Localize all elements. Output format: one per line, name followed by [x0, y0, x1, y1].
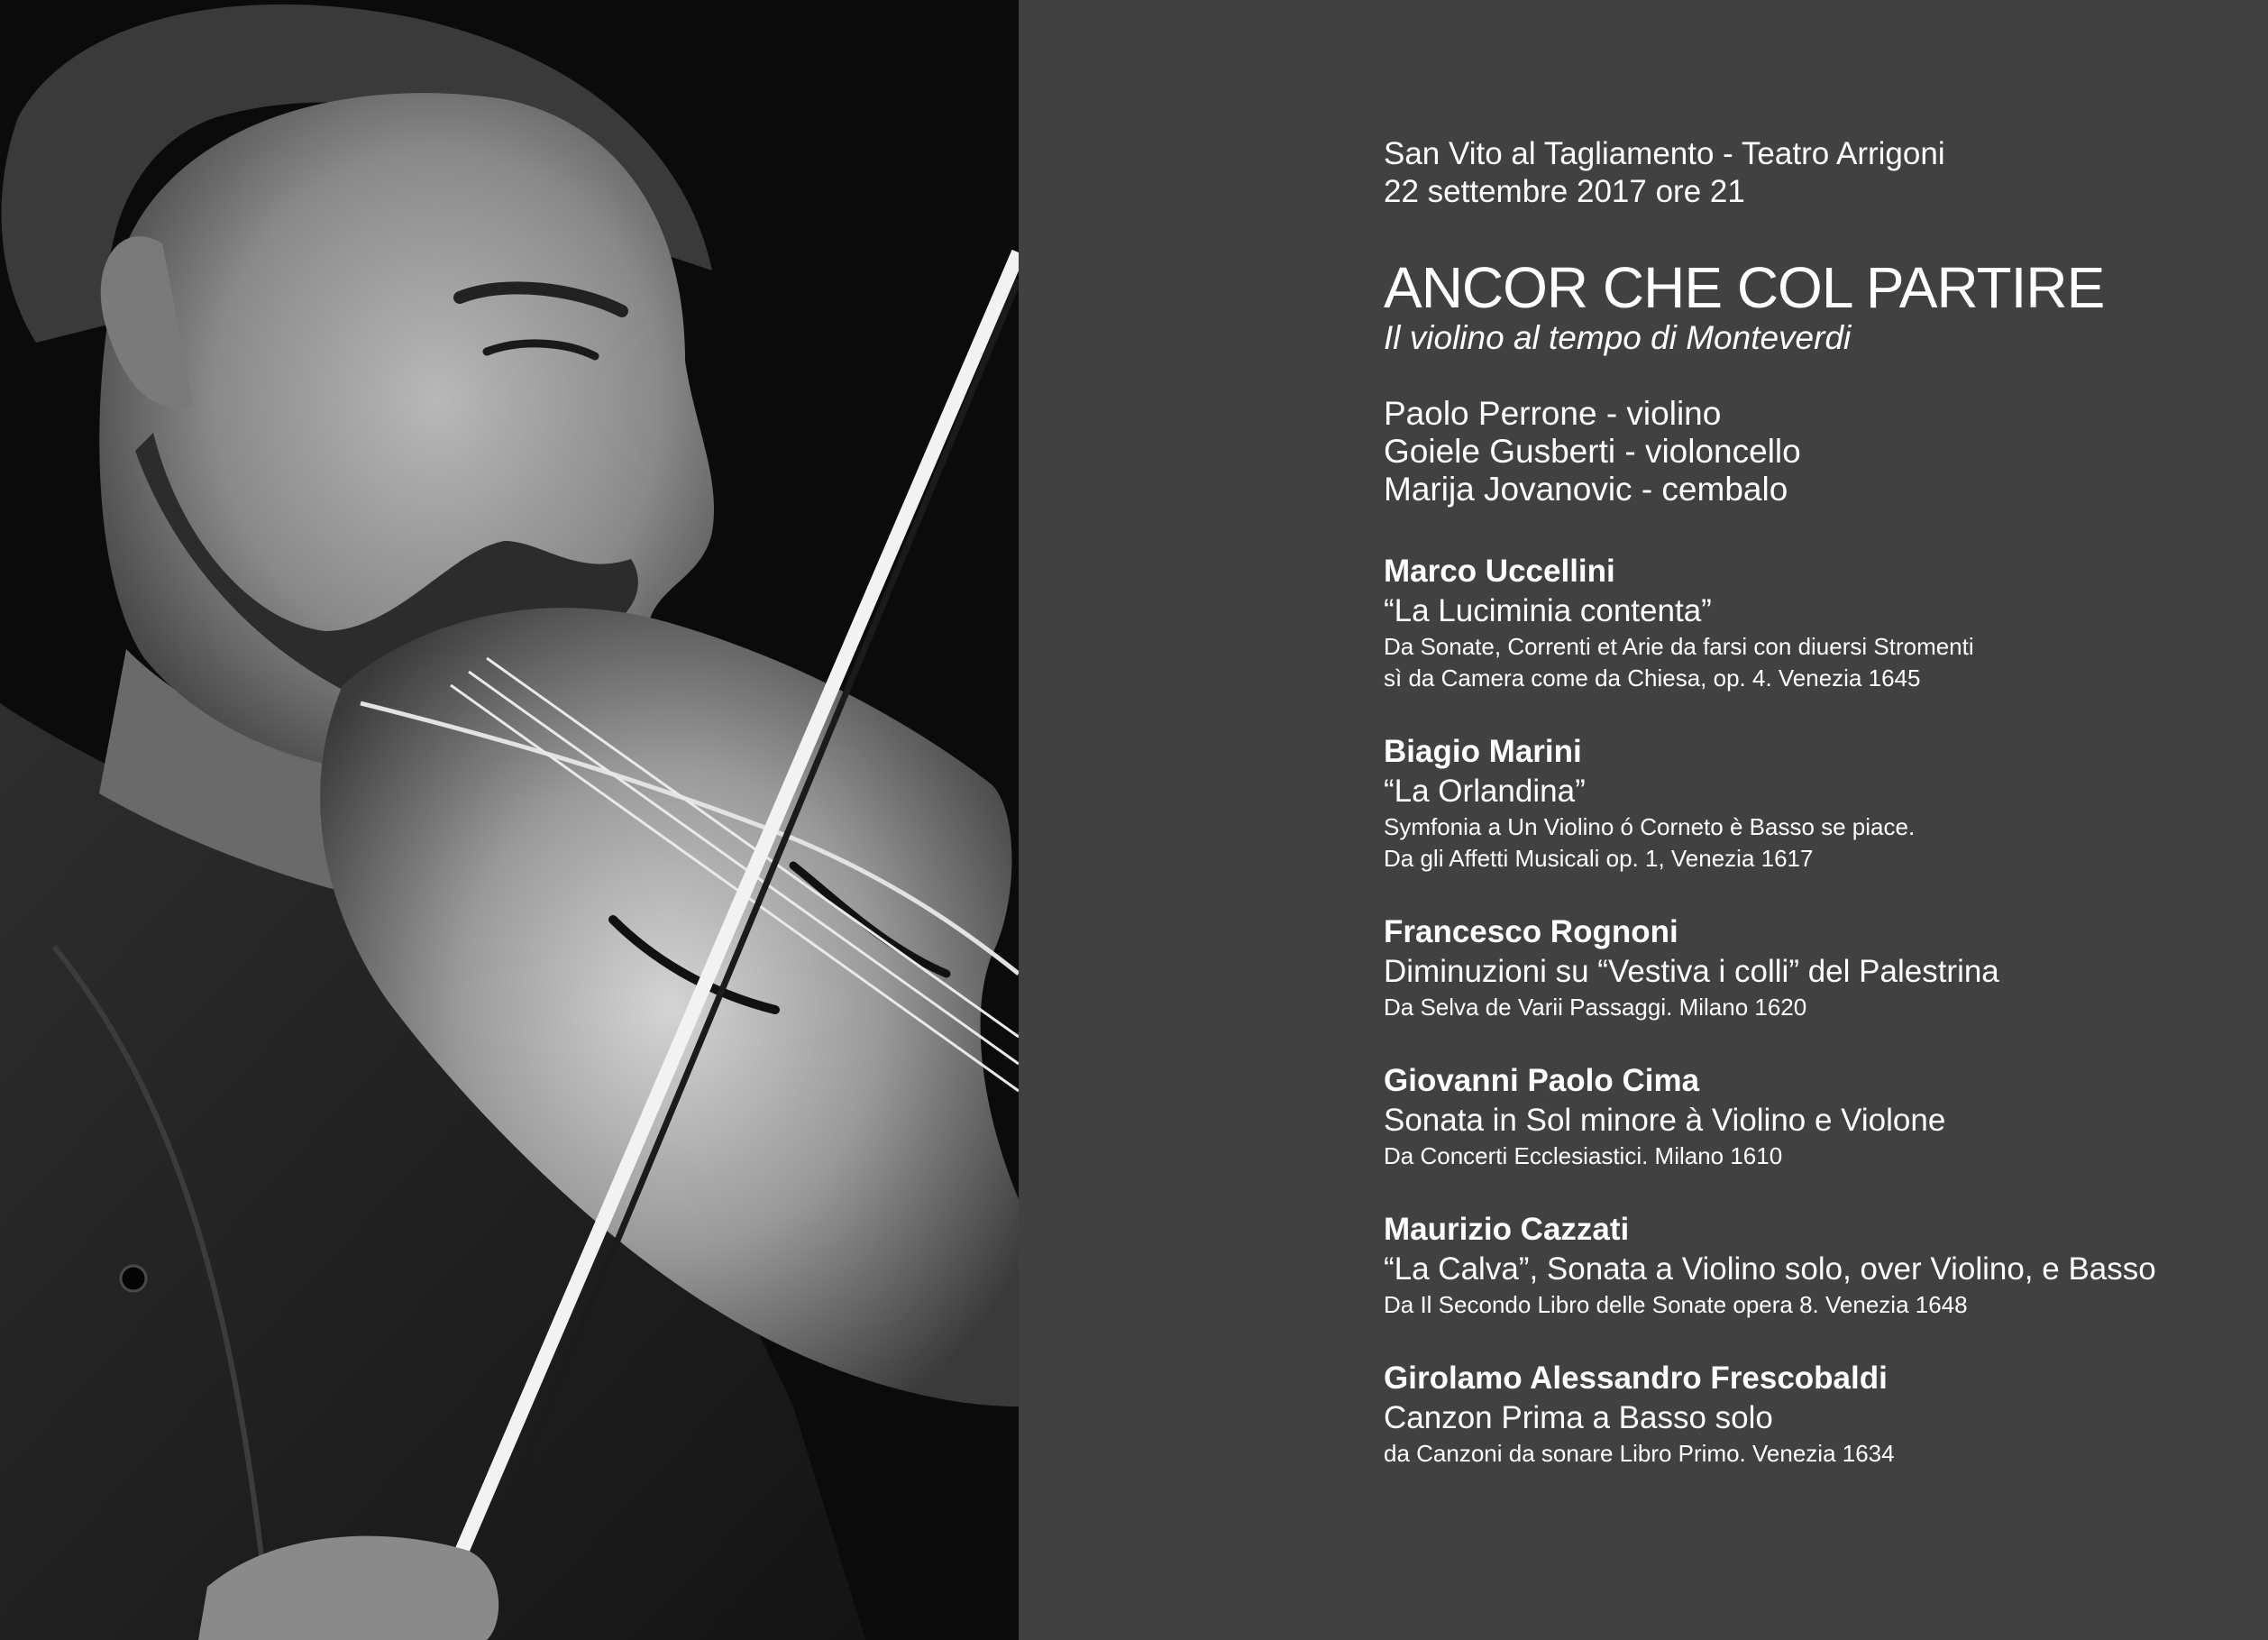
performer: Marija Jovanovic - cembalo	[1384, 471, 1788, 508]
composer: Marco Uccellini	[1384, 554, 1615, 589]
work-title: Canzon Prima a Basso solo	[1384, 1400, 1773, 1435]
program-item	[1384, 1210, 2231, 1321]
performer: Goiele Gusberti - violoncello	[1384, 433, 1801, 470]
work-source: Da Concerti Ecclesiastici. Milano 1610	[1384, 1142, 1783, 1169]
work-title: “La Luciminia contenta”	[1384, 593, 1712, 628]
performers-list	[1384, 395, 2231, 508]
program-panel	[1019, 0, 2268, 1640]
work-source: Da Il Secondo Libro delle Sonate opera 8. Venezia 1648	[1384, 1291, 1968, 1318]
composer: Girolamo Alessandro Frescobaldi	[1384, 1361, 1888, 1396]
work-source: sì da Camera come da Chiesa, op. 4. Venezia 1645	[1384, 664, 1921, 692]
composer: Francesco Rognoni	[1384, 914, 1678, 949]
composer: Biagio Marini	[1384, 734, 1582, 769]
venue: San Vito al Tagliamento - Teatro Arrigoni	[1384, 136, 1945, 171]
work-source: Da Selva de Varii Passaggi. Milano 1620	[1384, 994, 1807, 1021]
concert-title: ANCOR CHE COL PARTIRE	[1384, 255, 2105, 320]
performer: Paolo Perrone - violino	[1384, 395, 1722, 432]
work-title: “La Calva”, Sonata a Violino solo, over Violino, e Basso	[1384, 1251, 2156, 1287]
work-title: “La Orlandina”	[1384, 774, 1586, 809]
program-item	[1384, 912, 2231, 1023]
composer: Maurizio Cazzati	[1384, 1212, 1630, 1247]
work-source: Da gli Affetti Musicali op. 1, Venezia 1617	[1384, 845, 1814, 872]
work-source: Da Sonate, Correnti et Arie da farsi con diuersi Stromenti	[1384, 633, 1974, 660]
program-list	[1384, 552, 2231, 1470]
program-item	[1384, 732, 2231, 875]
program-item	[1384, 1061, 2231, 1172]
concert-subtitle: Il violino al tempo di Monteverdi	[1384, 319, 1852, 356]
program-item	[1384, 1359, 2231, 1470]
composer: Giovanni Paolo Cima	[1384, 1063, 1700, 1098]
work-source: Symfonia a Un Violino ó Corneto è Basso se piace.	[1384, 813, 1916, 840]
program-content	[1384, 135, 2231, 1507]
work-title: Diminuzioni su “Vestiva i colli” del Palestrina	[1384, 954, 1999, 989]
violinist-photo	[0, 0, 1019, 1640]
date-time: 22 settembre 2017 ore 21	[1384, 174, 1745, 209]
program-item	[1384, 552, 2231, 694]
work-source: da Canzoni da sonare Libro Primo. Venezia 1634	[1384, 1440, 1895, 1467]
work-title: Sonata in Sol minore à Violino e Violone	[1384, 1103, 1946, 1138]
